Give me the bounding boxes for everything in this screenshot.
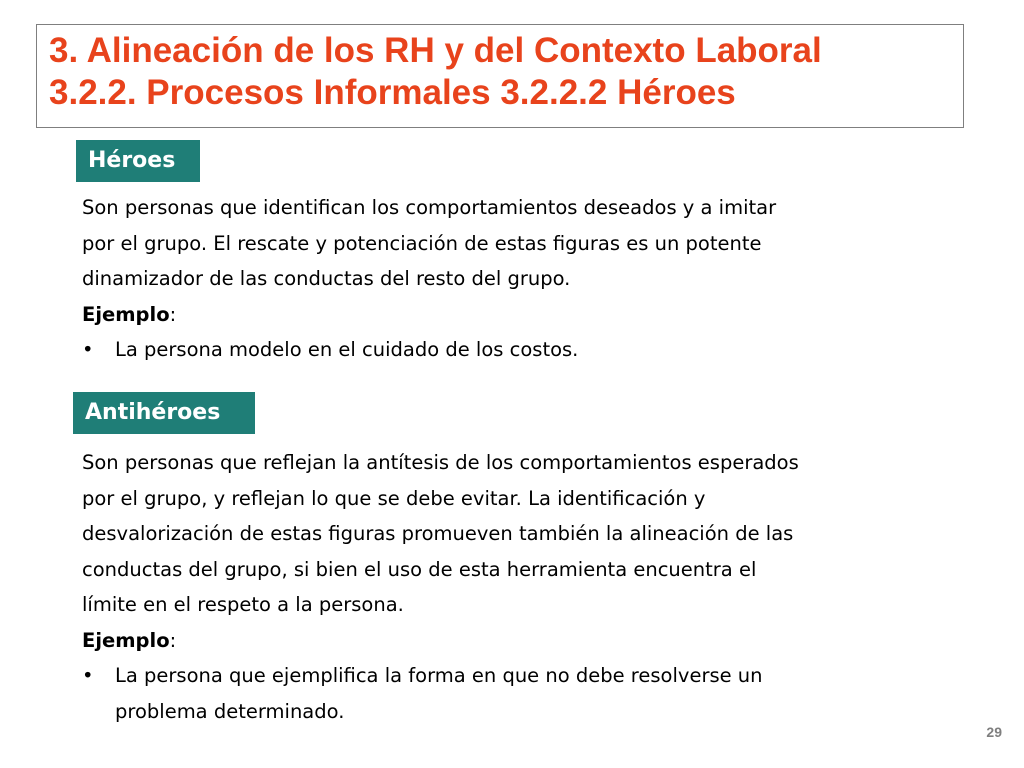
- heroes-example-heading: [82, 297, 942, 333]
- antiheroes-text-line: conductas del grupo, si bien el uso de esta herramienta encuentra el: [82, 557, 757, 581]
- heroes-example-label: Ejemplo: [82, 302, 170, 326]
- antiheroes-example-text: problema determinado.: [115, 699, 345, 723]
- heroes-example-text: La persona modelo en el cuidado de los costos.: [115, 338, 579, 361]
- heroes-section-body: [82, 190, 942, 368]
- heroes-text-line: Son personas que identifican los comportamientos deseados y a imitar: [82, 196, 777, 219]
- heroes-section-tag: Héroes: [76, 140, 200, 182]
- page-number: 29: [986, 724, 1002, 740]
- bullet-icon: •: [82, 664, 94, 687]
- antiheroes-section-tag: Antihéroes: [73, 392, 255, 434]
- slide-title-line-2: 3.2.2. Procesos Informales 3.2.2.2 Héroes: [49, 73, 736, 112]
- antiheroes-example-bullet-continuation: [82, 694, 942, 730]
- slide-title-box: [36, 24, 964, 128]
- heroes-example-bullet: [82, 332, 942, 368]
- antiheroes-text-line: límite en el respeto a la persona.: [82, 593, 404, 616]
- heroes-text-line: por el grupo. El rescate y potenciación de estas figuras es un potente: [82, 231, 762, 255]
- antiheroes-text-line: Son personas que reflejan la antítesis de los comportamientos esperados: [82, 451, 799, 474]
- antiheroes-example-label: Ejemplo: [82, 628, 170, 652]
- heroes-example-colon: :: [169, 302, 177, 326]
- heroes-text-line: dinamizador de las conductas del resto del grupo.: [82, 267, 571, 290]
- bullet-icon: •: [82, 338, 94, 361]
- antiheroes-example-bullet: [82, 658, 942, 694]
- antiheroes-text-line: desvalorización de estas figuras promueven también la alineación de las: [82, 522, 794, 545]
- antiheroes-section-body: [82, 445, 942, 729]
- slide-title-line-1: 3. Alineación de los RH y del Contexto Laboral: [49, 31, 822, 70]
- antiheroes-example-text: La persona que ejemplifica la forma en que no debe resolverse un: [115, 664, 763, 687]
- antiheroes-example-colon: :: [169, 628, 177, 652]
- antiheroes-text-line: por el grupo, y reflejan lo que se debe evitar. La identificación y: [82, 486, 706, 510]
- antiheroes-example-heading: [82, 623, 942, 659]
